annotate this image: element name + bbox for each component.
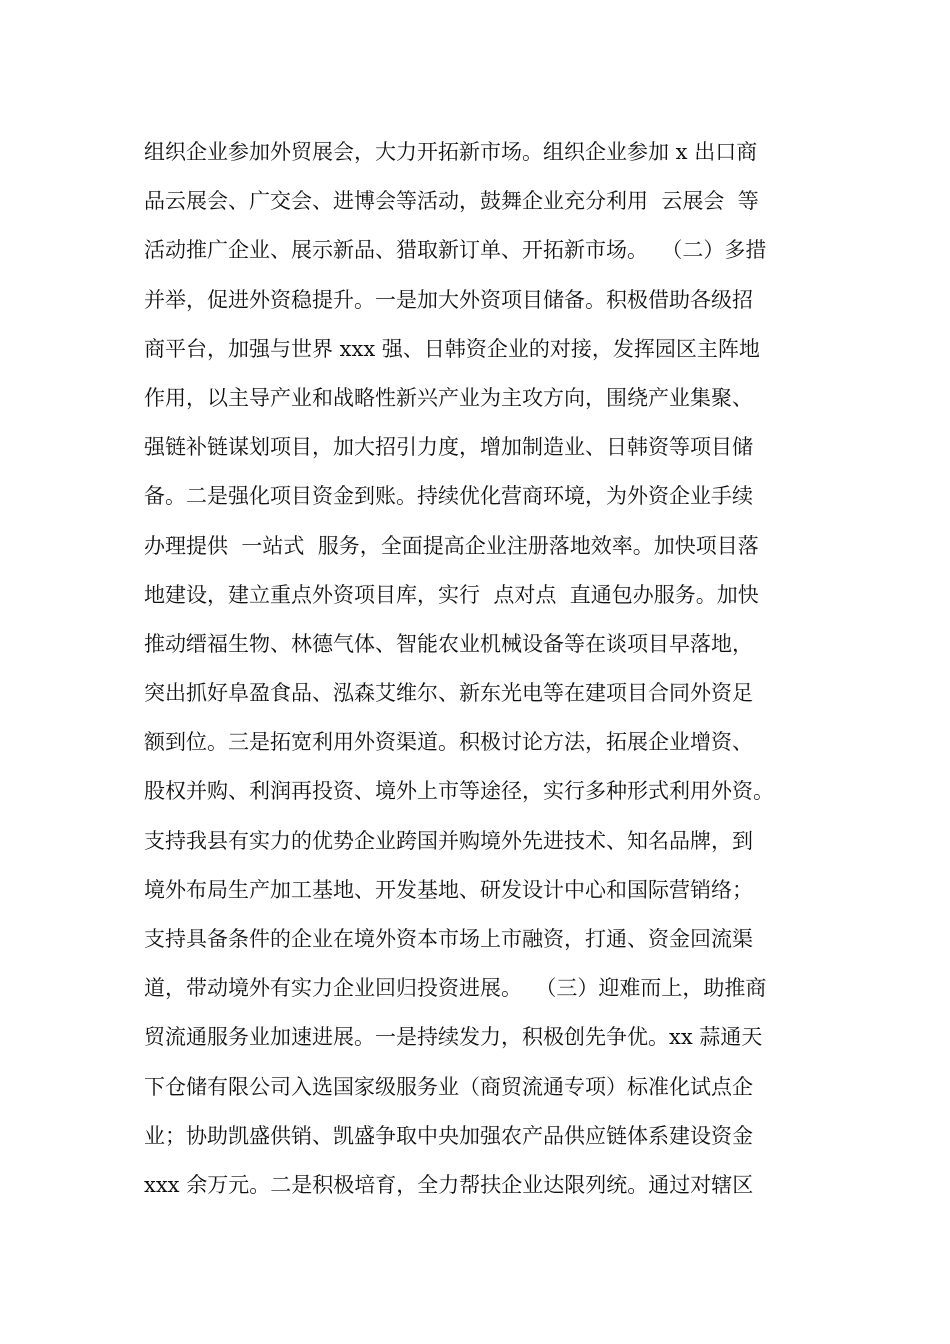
text-line: 额到位。三是拓宽利用外资渠道。积极讨论方法，拓展企业增资、 <box>144 730 753 755</box>
text-line: 贸流通服务业加速进展。一是持续发力，积极创先争优。xx 蒜通天 <box>144 1025 763 1050</box>
body-text <box>144 128 824 1210</box>
text-line: 推动缙福生物、林德气体、智能农业机械设备等在谈项目早落地， <box>144 631 753 656</box>
text-line: 股权并购、利润再投资、境外上市等途径，实行多种形式利用外资。 <box>144 779 774 804</box>
text-line: 境外布局生产加工基地、开发基地、研发设计中心和国际营销络； <box>144 877 753 902</box>
text-line: 道，带动境外有实力企业回归投资进展。 （三）迎难而上，助推商 <box>144 976 767 1001</box>
text-line: 支持具备条件的企业在境外资本市场上市融资，打通、资金回流渠 <box>144 927 753 951</box>
text-line: 支持我县有实力的优势企业跨国并购境外先进技术、知名品牌，到 <box>144 828 753 853</box>
text-line: 突出抓好阜盈食品、泓森艾维尔、新东光电等在建项目合同外资足 <box>144 681 753 706</box>
text-line: 强链补链谋划项目，加大招引力度，增加制造业、日韩资等项目储 <box>144 435 753 460</box>
text-line: 备。二是强化项目资金到账。持续优化营商环境，为外资企业手续 <box>144 484 753 509</box>
text-line: 品云展会、广交会、进博会等活动，鼓舞企业充分利用 云展会 等 <box>144 189 759 214</box>
text-line: 并举，促进外资稳提升。一是加大外资项目储备。积极借助各级招 <box>144 287 753 312</box>
text-line: 业；协助凯盛供销、凯盛争取中央加强农产品供应链体系建设资金 <box>144 1123 753 1148</box>
text-line: 组织企业参加外贸展会，大力开拓新市场。组织企业参加 x 出口商 <box>144 140 758 164</box>
text-line: xxx 余万元。二是积极培育，全力帮扶企业达限列统。通过对辖区 <box>144 1172 754 1197</box>
text-line: 商平台，加强与世界 xxx 强、日韩资企业的对接，发挥园区主阵地 <box>144 336 760 361</box>
text-line: 作用，以主导产业和战略性新兴产业为主攻方向，围绕产业集聚、 <box>144 385 753 410</box>
text-line: 下仓储有限公司入选国家级服务业（商贸流通专项）标准化试点企 <box>144 1074 753 1099</box>
text-line: 办理提供 一站式 服务，全面提高企业注册落地效率。加快项目落 <box>144 533 759 558</box>
text-line: 活动推广企业、展示新品、猎取新订单、开拓新市场。 （二）多措 <box>144 238 767 263</box>
text-line: 地建设，建立重点外资项目库，实行 点对点 直通包办服务。加快 <box>144 582 759 607</box>
